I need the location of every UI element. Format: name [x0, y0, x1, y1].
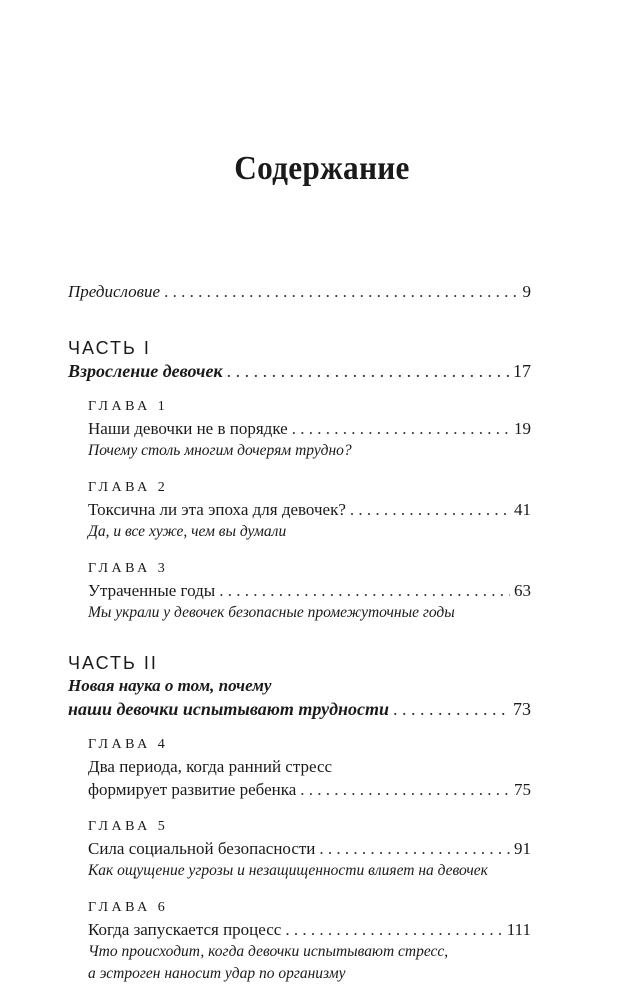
chapter-label: ГЛАВА 3 [88, 561, 169, 576]
page-title: Содержание [234, 150, 410, 187]
table-of-contents [68, 280, 531, 985]
chapter-title: Когда запускается процесс [88, 920, 282, 939]
chapter-label: ГЛАВА 4 [88, 737, 169, 752]
chapter-block [88, 735, 531, 801]
entry-title: Предисловие [68, 282, 161, 301]
chapter-title: Два периода, когда ранний стресс [88, 757, 333, 776]
chapter-title: Сила социальной безопасности [88, 839, 316, 858]
part-label: ЧАСТЬ II [68, 653, 158, 673]
chapter-subtitle: а эстроген наносит удар по организму [88, 965, 346, 982]
page-number: 9 [522, 282, 531, 301]
toc-entry-part-2[interactable] [68, 697, 531, 721]
page-number: 63 [514, 581, 531, 600]
part-label: ЧАСТЬ I [68, 338, 151, 358]
chapter-subtitle: Что происходит, когда девочки испытывают стресс, [88, 943, 449, 960]
leader-dots [350, 498, 510, 521]
toc-entry-chapter-6[interactable] [88, 918, 531, 941]
toc-entry-chapter-4[interactable] [88, 778, 531, 801]
chapter-title: формирует развитие ребенка [88, 780, 297, 799]
toc-entry-chapter-2[interactable] [88, 498, 531, 521]
page-number: 73 [513, 699, 531, 719]
toc-entry-chapter-5[interactable] [88, 837, 531, 860]
toc-entry-chapter-1[interactable] [88, 417, 531, 440]
part-title: Новая наука о том, почему [68, 676, 272, 695]
chapter-label: ГЛАВА 2 [88, 480, 169, 495]
leader-dots [227, 359, 509, 383]
chapter-block [88, 898, 531, 985]
chapter-label: ГЛАВА 1 [88, 399, 169, 414]
page-number: 17 [513, 361, 531, 381]
leader-dots [300, 778, 510, 801]
leader-dots [292, 417, 510, 440]
toc-entry-preface[interactable] [68, 280, 531, 303]
chapter-block [88, 817, 531, 882]
leader-dots [319, 837, 510, 860]
chapter-label: ГЛАВА 5 [88, 819, 169, 834]
page-number: 41 [514, 500, 531, 519]
chapter-title: Токсична ли эта эпоха для девочек? [88, 500, 346, 519]
chapter-title: Наши девочки не в порядке [88, 419, 288, 438]
part-title: Взросление девочек [68, 361, 223, 381]
toc-entry-part-1[interactable] [68, 359, 531, 383]
part-title: наши девочки испытывают трудности [68, 699, 390, 719]
leader-dots [393, 697, 509, 721]
chapter-subtitle: Почему столь многим дочерям трудно? [88, 442, 352, 459]
page-number: 75 [514, 780, 531, 799]
page-number: 111 [506, 920, 531, 939]
page-number: 91 [514, 839, 531, 858]
chapter-title: Утраченные годы [88, 581, 216, 600]
leader-dots [219, 579, 510, 602]
chapter-subtitle: Как ощущение угрозы и незащищенности влияет на девочек [88, 862, 488, 879]
leader-dots [285, 918, 502, 941]
page-number: 19 [514, 419, 531, 438]
chapter-block [88, 559, 531, 624]
chapter-block [88, 397, 531, 462]
toc-entry-chapter-3[interactable] [88, 579, 531, 602]
chapter-label: ГЛАВА 6 [88, 900, 169, 915]
chapter-subtitle: Мы украли у девочек безопасные промежуточные годы [88, 604, 455, 621]
chapter-block [88, 478, 531, 543]
leader-dots [164, 280, 518, 303]
chapter-subtitle: Да, и все хуже, чем вы думали [88, 523, 287, 540]
